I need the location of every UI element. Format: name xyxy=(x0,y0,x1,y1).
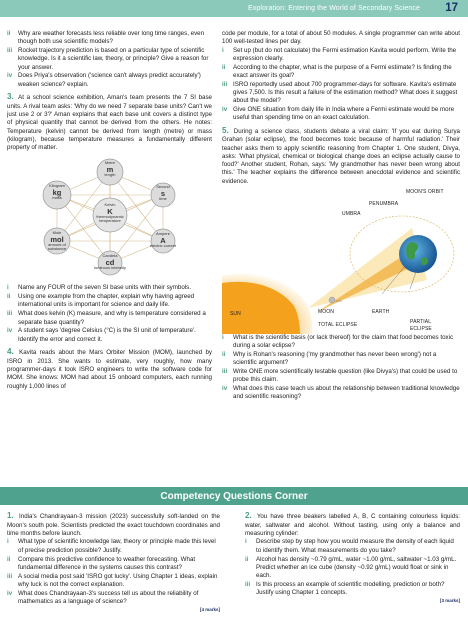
metre-unit-node xyxy=(93,161,127,177)
total-eclipse-label: TOTAL ECLIPSE xyxy=(318,321,358,328)
unit-name: Metre xyxy=(104,160,116,166)
unit-name: Candela xyxy=(102,253,118,259)
part-number: ii xyxy=(245,555,249,563)
part-text: Why are weather forecasts less reliable over long time ranges, even though both use scientific models? xyxy=(18,30,205,46)
question-text: Kavita reads about the Mars Orbiter Mission (MOM), launched by ISRO in 2013. She wants to estimate, very roughly, how many programmer-days it took ISRO engineers to write the software code for MOM. She knows: MOM had about 15 onboard computers, each running roughly 1,000 lines of xyxy=(7,348,212,390)
part-number: iii xyxy=(245,580,251,588)
part-text: Does Priya's observation ('science can't always predict accurately') weaken science? explain. xyxy=(18,72,201,88)
si-units-diagram xyxy=(7,155,212,280)
question-2-part-iii xyxy=(7,47,212,72)
moons-orbit-label: MOON'S ORBIT xyxy=(406,188,444,195)
unit-symbol: mol xyxy=(50,234,64,244)
part-number: iv xyxy=(7,72,13,80)
part-number: iv xyxy=(7,589,13,597)
question-4-part-i xyxy=(222,47,460,64)
question-2-part-i xyxy=(245,538,460,555)
question-2 xyxy=(245,511,460,538)
unit-symbol: kg xyxy=(52,187,62,197)
part-text: What type of scientific knowledge law, theory or principle made this level of precise prediction possible? Justify. xyxy=(18,538,216,554)
part-text: Give ONE situation from daily life in India where a Fermi estimate would be more useful than spending time on an exact calculation. xyxy=(233,106,455,122)
part-text: What does kelvin (K) measure, and why is temperature considered a separate base quantity? xyxy=(18,310,206,326)
part-text: A student says 'degree Celsius (°C) is the SI unit of temperature'. Identify the error and correct it. xyxy=(18,327,196,343)
part-text: Name any FOUR of the seven SI base units with their symbols. xyxy=(18,284,191,292)
candela-unit-node xyxy=(94,254,126,270)
left-column xyxy=(7,30,212,391)
banner-title: Competency Questions Corner xyxy=(160,491,308,502)
partial-eclipse-label: PARTIAL ECLIPSE xyxy=(410,318,432,332)
question-2-part-iii xyxy=(245,581,460,598)
question-3-part-iii xyxy=(7,310,212,327)
question-2-part-ii xyxy=(7,30,212,47)
kilogram-unit-node xyxy=(39,184,75,200)
question-5 xyxy=(222,126,460,186)
unit-quantity: mass xyxy=(52,195,62,201)
part-number: i xyxy=(7,284,9,292)
page-header xyxy=(0,0,468,17)
part-text: Using one example from the chapter, explain why having agreed international units is important for science and daily life. xyxy=(18,293,195,309)
solar-eclipse-diagram xyxy=(222,188,460,334)
earth-label: EARTH xyxy=(372,308,390,315)
question-text: You have three beakers labelled A, B, C containing colourless liquids: water, saltwater and alcohol. Without tasting, using only a balance and measuring cylinder: xyxy=(245,513,461,538)
question-number: 5. xyxy=(222,125,229,135)
unit-symbol: A xyxy=(160,235,166,245)
part-number: iv xyxy=(7,327,13,335)
part-number: i xyxy=(222,46,224,54)
kelvin-unit-node xyxy=(90,203,130,223)
question-1-part-iv xyxy=(7,590,220,607)
part-text: According to the chapter, what is the purpose of a Fermi estimate? Is finding the exact answer its goal? xyxy=(233,63,452,79)
part-text: Rocket trajectory prediction is based on a particular type of scientific knowledge. Is it a scientific law, theory, or principle? Give a reason for your answer. xyxy=(18,47,209,71)
part-number: iii xyxy=(222,368,228,376)
part-text: What does this case teach us about the relationship between traditional knowledge and scientific reasoning? xyxy=(233,385,460,401)
unit-symbol: s xyxy=(160,188,166,198)
earth-icon xyxy=(399,235,437,273)
sun-label: SUN xyxy=(230,310,241,317)
part-number: iii xyxy=(7,310,13,318)
part-number: ii xyxy=(222,351,226,359)
question-3 xyxy=(7,92,212,152)
unit-quantity: electric current xyxy=(149,243,177,249)
question-4-part-iii xyxy=(222,81,460,106)
umbra-label: UMBRA xyxy=(342,210,361,217)
unit-quantity: thermodynamic temperature xyxy=(96,214,124,224)
unit-name: Mole xyxy=(52,230,62,236)
question-1-part-i xyxy=(7,538,220,555)
question-5-part-iv xyxy=(222,385,460,402)
part-number: iii xyxy=(7,572,13,580)
marks-label: [4 marks] xyxy=(199,606,220,612)
question-4-part-ii xyxy=(222,64,460,81)
part-number: iii xyxy=(7,47,13,55)
question-3-part-i xyxy=(7,284,212,292)
unit-name: Ampere xyxy=(155,231,170,237)
unit-symbol: K xyxy=(107,206,113,216)
mole-unit-node xyxy=(39,231,75,251)
part-number: ii xyxy=(7,30,11,37)
unit-quantity: amount of substance xyxy=(47,242,67,252)
question-4-continued: code per module, for a total of about 50 modules. A single programmer can write about 100 well-tested lines per day. xyxy=(222,30,460,46)
part-number: ii xyxy=(222,63,226,71)
part-text: Is this process an example of scientific modelling, prediction or both? Justify using Chapter 1 concepts. xyxy=(256,580,445,597)
part-text: What does Chandrayaan-3's success tell us about the reliability of mathematics as a language of science? xyxy=(18,589,199,605)
question-number: 1. xyxy=(7,511,14,520)
question-1-part-iii xyxy=(7,573,220,590)
marks-label: [3 marks] xyxy=(439,597,460,603)
part-number: i xyxy=(222,333,224,341)
question-5-part-iii xyxy=(222,368,460,385)
unit-name: Kelvin xyxy=(104,202,116,208)
part-number: i xyxy=(245,538,247,546)
question-number: 4. xyxy=(7,346,14,356)
second-unit-node xyxy=(147,185,179,201)
competency-question-1 xyxy=(7,511,220,613)
question-text: At a school science exhibition, Aman's team presents the 7 SI base units. A rival team asks: 'Why do we need 7 separate base units? Can't we just use 2 or 3?' Aman explains that each base unit covers a distinct type of physical quantity that cannot be derived from the others. He notes: Temperature (kelvin) cannot be derived from length (metre) or mass (kilogram), because temperature measures a fundamentally different property of matter. xyxy=(7,93,212,152)
question-4 xyxy=(7,347,212,391)
unit-quantity: time xyxy=(159,196,167,202)
competency-question-2 xyxy=(245,511,460,604)
question-5-part-i xyxy=(222,334,460,351)
question-text: During a science class, students debate a viral claim: 'If you eat during Surya Grahan (solar eclipse), the food becomes toxic because of harmful radiation.' Their teacher asks them to apply scientific reasoning from Chapter 1. One student, Divya, asks: 'What physical, chemical or biological change does an eclipse actually cause to food?' Another student, Rohan, says: 'My grandmother has never been wrong about this.' The teacher explains the difference between anecdotal evidence and scientific evidence. xyxy=(222,127,460,185)
unit-name: Second xyxy=(156,184,170,190)
ampere-unit-node xyxy=(147,232,179,248)
question-1-part-ii xyxy=(7,556,220,573)
part-number: ii xyxy=(7,293,11,301)
question-5-part-ii xyxy=(222,351,460,368)
unit-symbol: m xyxy=(106,164,114,174)
page-number: 17 xyxy=(445,2,458,14)
question-number: 2. xyxy=(245,511,252,520)
part-number: ii xyxy=(7,555,11,563)
competency-banner xyxy=(0,487,468,505)
eclipse-illustration xyxy=(222,188,460,334)
part-text: Alcohol has density ~0.79 g/mL, water ~1.00 g/mL, saltwater ~1.03 g/mL. Predict whether an ice cube (density ~0.92 g/mL) would float or sink in each. xyxy=(256,555,457,579)
part-text: A social media post said 'ISRO got lucky'. Using Chapter 1 ideas, explain why luck is not the correct explanation. xyxy=(18,572,218,588)
part-number: iii xyxy=(222,80,228,88)
part-text: ISRO reportedly used about 700 programmer-days for software. Kavita's estimate gives 7,500. Is this result a failure of the estimation method? What does it suggest about the model? xyxy=(233,80,458,105)
part-text: What is the scientific basis (or lack thereof) for the claim that food becomes toxic during a solar eclipse? xyxy=(233,333,454,350)
question-3-part-iv xyxy=(7,327,212,344)
unit-name: Kilogram xyxy=(49,183,65,189)
question-2-part-ii xyxy=(245,556,460,581)
moon-label: MOON xyxy=(318,308,334,315)
question-1 xyxy=(7,511,220,538)
part-text: Describe step by step how you would measure the density of each liquid to identify them. What measurements do you take? xyxy=(256,538,454,554)
part-text: Write ONE more scientifically testable question (like Divya's) that could be used to probe this claim. xyxy=(233,368,458,384)
part-number: iv xyxy=(222,106,228,114)
unit-quantity: luminous intensity xyxy=(94,265,126,271)
part-number: i xyxy=(7,538,9,546)
question-4-part-iv xyxy=(222,106,460,123)
question-3-part-ii xyxy=(7,293,212,310)
chapter-title: Exploration: Entering the World of Secondary Science xyxy=(248,5,420,12)
right-column xyxy=(222,30,460,402)
question-text: India's Chandrayaan-3 mission (2023) successfully soft-landed on the Moon's south pole. Scientists predicted the exact touchdown coordinates and time months before launch. xyxy=(7,513,220,538)
unit-quantity: length xyxy=(104,172,116,178)
question-number: 3. xyxy=(7,91,14,101)
unit-symbol: cd xyxy=(105,257,115,267)
part-number: iv xyxy=(222,385,228,393)
part-text: Set up (but do not calculate) the Fermi estimation Kavita would perform. Write the expression clearly. xyxy=(233,46,457,62)
penumbra-label: PENUMBRA xyxy=(369,200,399,207)
part-text: Compare this predictive confidence to weather forecasting. What fundamental difference in the systems causes this contrast? xyxy=(18,555,196,571)
part-text: Why is Rohan's reasoning ('my grandmother has never been wrong') not a scientific argument? xyxy=(233,351,437,367)
moon-icon xyxy=(329,297,335,303)
question-2-part-iv xyxy=(7,72,212,89)
